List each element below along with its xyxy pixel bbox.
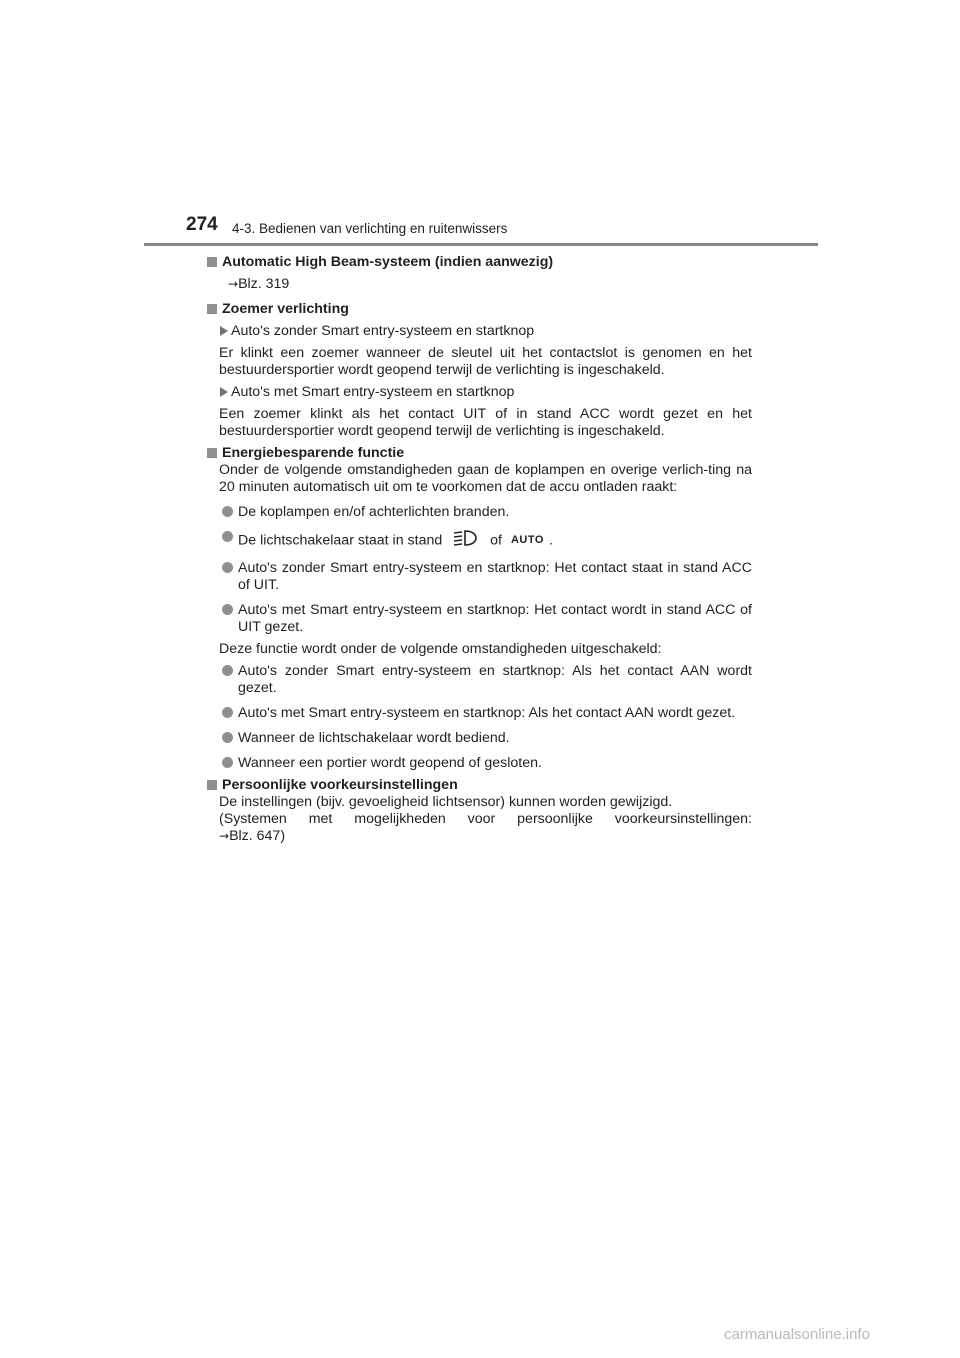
page-header xyxy=(0,0,960,250)
heading-text: Automatic High Beam-systeem (indien aanwezig) xyxy=(222,254,554,270)
list-item: Wanneer de lichtschakelaar wordt bediend. xyxy=(222,730,752,747)
bullet-icon xyxy=(222,707,233,718)
heading-text: Energiebesparende functie xyxy=(222,445,405,461)
section-title: 4-3. Bedienen van verlichting en ruitenwissers xyxy=(232,221,508,236)
bullet-icon xyxy=(222,757,233,768)
page-number: 274 xyxy=(186,214,218,235)
triangle-marker-icon xyxy=(220,326,228,336)
bullet-icon xyxy=(222,665,233,676)
heading-energiebesparende-functie xyxy=(206,445,752,462)
bullet-icon xyxy=(222,732,233,743)
square-marker-icon xyxy=(207,257,217,267)
paragraph: Er klinkt een zoemer wanneer de sleutel uit het contactslot is genomen en het bestuurdersportier wordt geopend terwijl de verlichting is ingeschakeld. xyxy=(219,345,752,378)
paragraph: Onder de volgende omstandigheden gaan de koplampen en overige verlich-ting na 20 minuten automatisch uit om te voorkomen dat de accu ontladen raakt: xyxy=(219,462,752,495)
heading-text: Persoonlijke voorkeursinstellingen xyxy=(222,777,458,793)
list-item: Wanneer een portier wordt geopend of gesloten. xyxy=(222,755,752,772)
subheading-text: Auto's met Smart entry-systeem en startknop xyxy=(231,384,515,400)
bullet-icon xyxy=(222,531,233,542)
auto-icon: AUTO xyxy=(510,534,544,546)
heading-text: Zoemer verlichting xyxy=(222,301,349,317)
list-item: Auto's met Smart entry-systeem en startknop: Het contact wordt in stand ACC of UIT gezet. xyxy=(222,602,752,636)
square-marker-icon xyxy=(207,304,217,314)
square-marker-icon xyxy=(207,780,217,790)
paragraph: Een zoemer klinkt als het contact UIT of in stand ACC wordt gezet en het bestuurdersportier wordt geopend terwijl de verlichting is ingeschakeld. xyxy=(219,406,752,439)
bullet-icon xyxy=(222,506,233,517)
heading-zoemer-verlichting xyxy=(206,301,752,318)
paragraph: De instellingen (bijv. gevoeligheid lichtsensor) kunnen worden gewijzigd. (Systemen met mogelijkheden voor persoonlijke voorkeursinstellingen: →Blz. 647) xyxy=(219,794,752,844)
reference-text: Blz. 319 xyxy=(238,276,290,292)
list-item: De lichtschakelaar staat in stand of AUTO . xyxy=(222,529,752,552)
list-item: De koplampen en/of achterlichten branden. xyxy=(222,504,752,521)
heading-automatic-high-beam xyxy=(206,254,752,271)
subheading-text: Auto's zonder Smart entry-systeem en startknop xyxy=(231,323,535,339)
paragraph: Deze functie wordt onder de volgende omstandigheden uitgeschakeld: xyxy=(219,641,662,657)
square-marker-icon xyxy=(207,448,217,458)
headlight-icon xyxy=(452,529,478,552)
right-arrow-icon: → xyxy=(219,829,230,843)
subheading-with-smart-entry xyxy=(219,384,752,401)
page-reference xyxy=(228,276,752,293)
heading-persoonlijke-voorkeursinstellingen xyxy=(206,777,752,794)
list-item: Auto's zonder Smart entry-systeem en startknop: Het contact staat in stand ACC of UIT. xyxy=(222,560,752,594)
triangle-marker-icon xyxy=(220,387,228,397)
page-content xyxy=(206,254,752,845)
watermark: carmanualsonline.info xyxy=(724,1326,870,1343)
list-item: Auto's met Smart entry-systeem en startknop: Als het contact AAN wordt gezet. xyxy=(222,705,752,722)
right-arrow-icon: → xyxy=(228,277,239,291)
bullet-icon xyxy=(222,562,233,573)
list-item: Auto's zonder Smart entry-systeem en startknop: Als het contact AAN wordt gezet. xyxy=(222,663,752,697)
header-divider xyxy=(144,243,818,246)
bullet-icon xyxy=(222,604,233,615)
reference-text: Blz. 647) xyxy=(229,828,286,844)
subheading-without-smart-entry xyxy=(219,323,752,340)
